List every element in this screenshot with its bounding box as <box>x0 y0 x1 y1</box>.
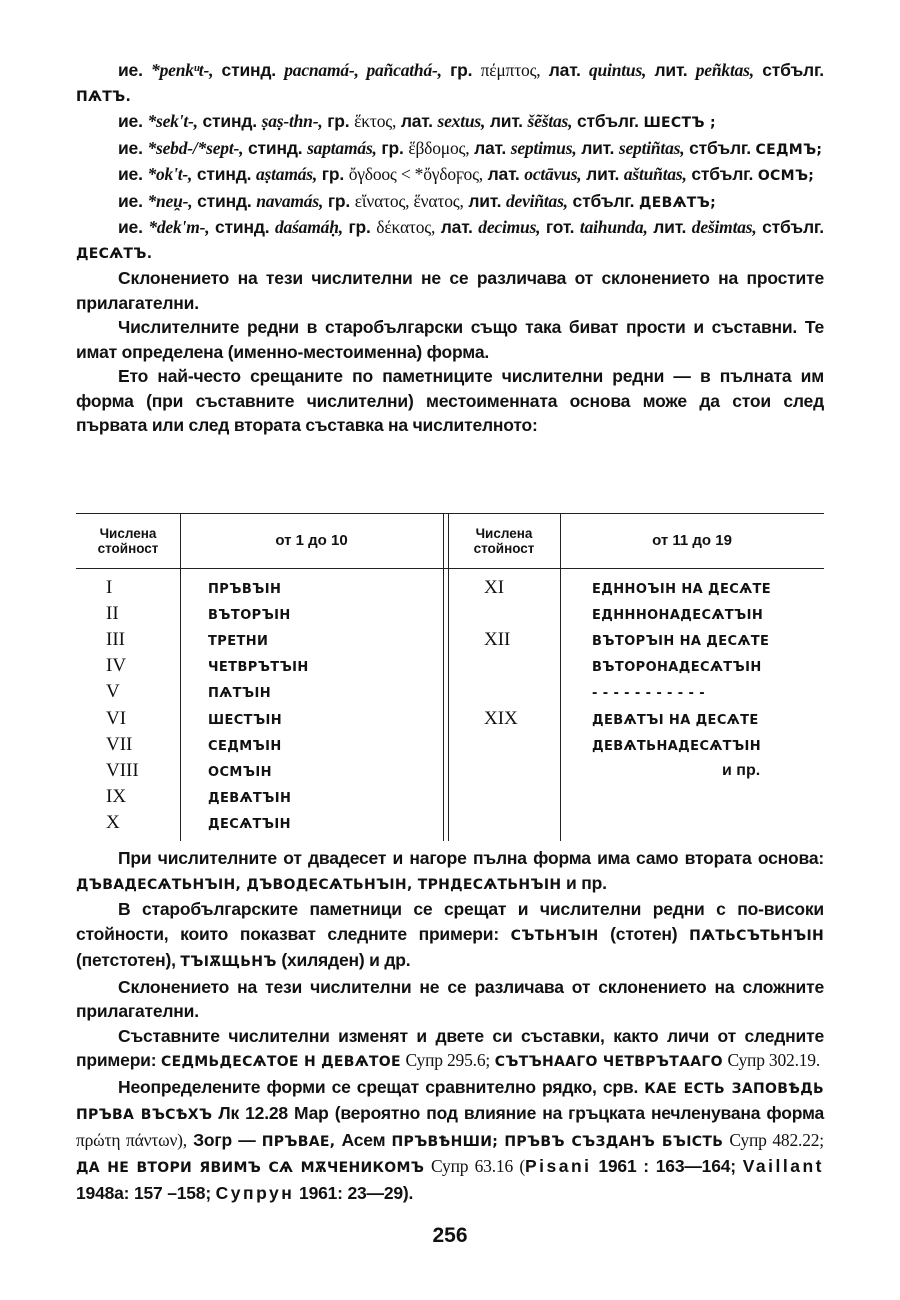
table-ordinal-form: ЕДНННОНАДЕСѦТЪІН <box>592 608 764 624</box>
got-form: taihunda, <box>579 217 648 237</box>
table-numeral: VI <box>106 707 127 729</box>
label: лит. <box>654 60 688 80</box>
label: лит. <box>468 190 502 211</box>
table-numeral: VII <box>106 733 133 755</box>
skt-form: aṣtamás, <box>255 164 318 184</box>
table-ordinal-form: ТРЕТНИ <box>208 634 269 650</box>
column-double-divider <box>443 513 444 841</box>
skt-form: navamás, <box>256 190 324 211</box>
skt-form: saptamás, <box>307 137 377 158</box>
skt-form: ṣaṣ-thn-, <box>261 111 323 131</box>
ie-form: *penkᵘt-, <box>151 60 214 80</box>
ie-form: *sek't-, <box>147 111 198 131</box>
ocs-form: ДЕСѦТЪ. <box>76 245 153 262</box>
table-header-cell: Числена стойност <box>473 525 535 556</box>
table-header-cell: от 11 до 19 <box>652 532 732 549</box>
label: лат. <box>474 137 507 158</box>
lit-form: peñktas, <box>695 60 754 80</box>
ocs-form: ДЕВѦТЪ; <box>638 194 716 211</box>
table-numeral: XI <box>484 577 505 598</box>
skt-form: pacnamá-, pañcathá-, <box>284 60 442 80</box>
label: гр. <box>450 60 473 80</box>
ocs-form: СЪТЪНААГО ЧЕТВРЪТААГО <box>494 1054 723 1070</box>
etymology-entry-five <box>76 58 824 109</box>
author: Vaillant <box>742 1156 824 1176</box>
citation: Супр 63.16 ( <box>430 1156 525 1176</box>
ocs-form: ШЕСТЪ ; <box>643 115 716 131</box>
paragraph: Склонението на тези числителни не се различава от склонението на сложните прилагателни. <box>76 976 824 1021</box>
ocs-form: ПѦТЪ. <box>76 88 132 105</box>
citation: 1961 : 163—164; <box>598 1156 736 1176</box>
lit-form: šẽštas, <box>527 111 573 131</box>
ocs-form: СЕДМЪ; <box>755 141 823 158</box>
ie-form: *dek'm-, <box>148 217 210 237</box>
table-numeral: X <box>106 811 120 833</box>
lat-form: septimus, <box>510 137 577 158</box>
table-numeral: VIII <box>106 759 139 781</box>
label: лит. <box>653 217 687 237</box>
lit-form: deviñtas, <box>505 190 568 211</box>
label: стбълг. <box>689 137 751 158</box>
table-ordinal-form: ПРЪВЪІН <box>208 582 282 597</box>
table-numeral: III <box>106 629 125 651</box>
ocs-form: СЪТЬНЪІН <box>510 927 599 944</box>
label: ие. <box>118 164 143 184</box>
label: ие. <box>118 111 143 131</box>
page-number: 256 <box>432 1224 468 1247</box>
table-numeral: XII <box>484 629 511 651</box>
table-ordinal-form: ВЪТОРЪІН <box>208 608 291 624</box>
label: ие. <box>118 60 143 80</box>
lat-form: sextus, <box>437 111 486 131</box>
lat-form: quintus, <box>588 60 647 80</box>
paragraph: Склонението на тези числителни не се различава от склонението на простите прилагателни. <box>76 268 824 313</box>
label: лат. <box>487 164 520 184</box>
page-text-top <box>76 58 824 438</box>
label: гр. <box>327 111 350 131</box>
label: ие. <box>118 137 143 158</box>
ocs-form: ОСМЪ; <box>757 168 815 184</box>
table-numeral: IV <box>106 655 127 677</box>
label: стбълг. <box>762 217 824 237</box>
table-ordinal-form: СЕДМЪІН <box>208 738 282 754</box>
table-ordinal-form: ОСМЪІН <box>208 764 272 780</box>
citation: Супр 302.19. <box>727 1050 821 1070</box>
table-header-rule <box>76 568 824 569</box>
table-ordinal-form: ЧЕТВРЪТЪІН <box>208 660 309 676</box>
table-ordinal-form: ДЕВѦТЬНАДЕСѦТЪІН <box>592 738 762 754</box>
label: ие. <box>118 190 143 211</box>
ie-form: *sebd-/*sept-, <box>147 137 244 158</box>
paragraph: В старобългарските паметници се срещат и числителни редни с по-високи стойности, които показват следните примери: СЪТЬНЪІН (стотен) ПѦТЬСЪТЬНЪІН (петстотен), ТЪІѪЩЬНЪ (хиляден) и др. <box>76 899 824 970</box>
lat-form: decimus, <box>478 217 541 237</box>
label: стинд. <box>202 111 257 131</box>
label: стинд. <box>247 137 303 158</box>
paragraph: Числителните редни в старобългарски също така биват прости и съставни. Те имат определена (именно-местоименна) форма. <box>76 317 824 362</box>
table-ordinal-form: ДЕВѦТЪІ НА ДЕСѦТЕ <box>592 712 759 728</box>
gr-form: πρώτη πάντων), <box>76 1129 187 1150</box>
lit-form: aštuñtas, <box>623 164 687 184</box>
ocs-form: ПРЪВѢНШИ; <box>391 1133 499 1150</box>
label: лит. <box>581 137 615 158</box>
table-ordinal-form: ПѦТЪІН <box>208 686 271 702</box>
gr-form: δέκατος, <box>376 217 436 237</box>
author: Pisani <box>524 1156 592 1176</box>
label: гот. <box>545 217 575 237</box>
gr-form: ὄγδοος < *ὄγδοϝος, <box>348 164 483 184</box>
table-etc: и пр. <box>722 761 761 779</box>
paragraph: Ето най-често срещаните по паметниците числителни редни — в пълната им форма (при съставните числителни) местоименната основа може да стои след първата или след втората съставка на числителното: <box>76 366 824 435</box>
table-ordinal-form: ДЕСѦТЪІН <box>208 816 291 832</box>
table-header-cell: от 1 до 10 <box>275 532 348 549</box>
table-header-cell: Числена стойност <box>97 525 159 556</box>
gr-form: εἴνατος, ἕνατος, <box>354 190 464 211</box>
gr-form: ἕβδομος, <box>408 137 470 158</box>
ocs-form: ТЪІѪЩЬНЪ <box>180 954 277 970</box>
ocs-form: ПРЪВАЕ, <box>261 1133 336 1150</box>
label: гр. <box>327 190 351 211</box>
label: стинд. <box>221 60 276 80</box>
label: стинд. <box>197 190 252 211</box>
table-numeral: IX <box>106 785 127 807</box>
ocs-form: СЕДМЬДЕСѦТОЕ Н ДЕВѦТОЕ <box>161 1054 401 1070</box>
label: лит. <box>489 111 523 131</box>
ocs-form: ПРЪВЪ СЪЗДАНЪ БЪІСТЬ <box>504 1133 724 1150</box>
label: стбълг. <box>762 60 824 80</box>
label: гр. <box>321 164 345 184</box>
table-ordinal-form: ЕДННОЪІН НА ДЕСѦТЕ <box>592 582 772 597</box>
author: Супрун <box>215 1182 295 1203</box>
lit-form: septiñtas, <box>618 137 685 158</box>
label: лит. <box>586 164 620 184</box>
ie-form: *ok't-, <box>147 164 193 184</box>
label: стинд. <box>196 164 252 184</box>
table-ordinal-form: ДЕВѦТЪІН <box>208 790 292 806</box>
ocs-form: ПѦТЬСЪТЬНЪІН <box>689 927 824 944</box>
etymology-entry-eight <box>76 162 824 189</box>
table-numeral: II <box>106 603 119 625</box>
label: ие. <box>118 217 143 237</box>
label: гр. <box>348 217 371 237</box>
label: стбълг. <box>691 164 754 184</box>
label: лат. <box>440 217 473 237</box>
ocs-form: ДА НЕ ВТОРИ ЯВИМЪ СѦ МѪЧЕНИКОМЪ <box>76 1160 425 1176</box>
label: лат. <box>400 111 433 131</box>
citation: 1948а: 157 –158; <box>76 1182 211 1203</box>
lit-form: dešimtas, <box>691 217 757 237</box>
paragraph: При числителните от двадесет и нагоре пълна форма има само втората основа: ДЪВАДЕСѦТЬНЪІН, ДЪВОДЕСѦТЬНЪІН, ТРНДЕСѦТЬНЪІН и пр. <box>76 848 824 893</box>
ocs-form: КАЕ ЕСТЬ ЗАПОВѢДЬ ПРЪВА ВЪСѢХЪ <box>76 1080 824 1123</box>
paragraph: Неопределените форми се срещат сравнително рядко, срв. КАЕ ЕСТЬ ЗАПОВѢДЬ ПРЪВА ВЪСѢХЪ Лк 12.28 Мар (вероятно под влияние на гръцката нечленувана форма πρώτη πάντων), Зогр — ПРЪВАЕ, Асем ПРЪВѢНШИ; ПРЪВЪ СЪЗДАНЪ БЪІСТЬ Супр 482.22; ДА НЕ ВТОРИ ЯВИМЪ СѦ МѪЧЕНИКОМЪ Супр 63.16 (Pisani 1961 : 163—164; Vaillant 1948а: 157 –158; Супрун 1961: 23—29). <box>76 1076 825 1203</box>
etymology-entry-six <box>76 109 824 136</box>
table-ordinal-form: ШЕСТЪІН <box>208 712 283 728</box>
citation: Супр 482.22; <box>729 1129 824 1150</box>
table-ordinal-form: ВЪТОРОНАДЕСѦТЪІН <box>592 660 762 676</box>
gr-form: ἕκτος, <box>354 111 397 131</box>
ie-form: *neu̯-, <box>147 190 193 211</box>
paragraph: Съставните числителни изменят и двете си съставки, както личи от следните примери: СЕДМЬДЕСѦТОЕ Н ДЕВѦТОЕ Супр 295.6; СЪТЪНААГО ЧЕТВРЪТААГО Супр 302.19. <box>76 1025 824 1070</box>
table-numeral: XIX <box>484 707 518 729</box>
label: стбълг. <box>572 190 635 211</box>
table-numeral: I <box>106 577 113 598</box>
ordinal-numerals-table <box>76 513 824 841</box>
label: лат. <box>548 60 581 80</box>
gr-form: πέμπτος, <box>480 60 541 80</box>
citation: 1961: 23—29). <box>299 1182 414 1203</box>
page-text-bottom <box>76 846 824 1205</box>
table-numeral: V <box>106 681 120 703</box>
ocs-form: ДЪВАДЕСѦТЬНЪІН, ДЪВОДЕСѦТЬНЪІН, ТРНДЕСѦТЬНЪІН <box>76 876 562 893</box>
etymology-entry-ten <box>76 215 824 266</box>
citation: Супр 295.6; <box>405 1050 491 1070</box>
lat-form: octāvus, <box>524 164 582 184</box>
table-ordinal-form: ВЪТОРЪІН НА ДЕСѦТЕ <box>592 634 770 650</box>
table-ordinal-form: - - - - - - - - - - - <box>592 686 706 702</box>
etymology-entry-nine <box>76 189 824 216</box>
skt-form: daśamáḥ, <box>274 217 343 237</box>
label: стбълг. <box>577 111 639 131</box>
etymology-entry-seven <box>76 136 824 163</box>
label: гр. <box>381 137 404 158</box>
label: стинд. <box>215 217 270 237</box>
